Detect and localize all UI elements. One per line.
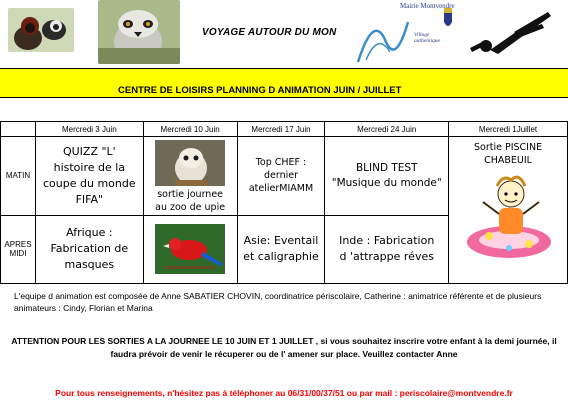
activity-quizz: QUIZZ "L' histoire de la coupe du monde FIFA"	[35, 137, 143, 216]
planning-table	[0, 121, 568, 284]
activity-asie: Asie: Eventail et caligraphie	[237, 215, 325, 283]
monkey-photo	[8, 8, 74, 52]
mairie-logo	[356, 2, 454, 64]
day-header: Mercredi 3 Juin	[35, 122, 143, 137]
team-footnote: L'equipe d animation est composée de Anne SABATIER CHOVIN, coordinatrice périscolaire, Catherine : animatrice référente et de plusieurs animateurs : Cindy, Florian et Marina	[14, 291, 542, 314]
activity-zoo-afternoon	[143, 215, 237, 283]
attention-notice: ATTENTION POUR LES SORTIES A LA JOURNEE LE 10 JUIN ET 1 JUILLET , si vous souhaitez inscrire votre enfant à la demi journée, il faudra prévoir de venir le récuperer ou de l' amener sur place. Veuillez contacter Anne	[11, 336, 557, 360]
row-label-apres-midi: APRES MIDI	[1, 215, 36, 283]
banner-title: CENTRE DE LOISIRS PLANNING D ANIMATION JUIN / JUILLET	[118, 85, 402, 96]
parrot-photo	[155, 224, 225, 274]
activity-piscine: Sortie PISCINE CHABEUIL	[449, 137, 568, 284]
owl-photo	[155, 140, 225, 186]
logo-line-1: Mairie Montvendre	[400, 2, 455, 10]
activity-inde: Inde : Fabrication d 'attrappe réves	[325, 215, 449, 283]
day-header: Mercredi 1Juillet	[449, 122, 568, 137]
swim-ring-girl-illustration	[459, 172, 557, 264]
lemur-photo	[98, 0, 180, 64]
activity-blind-test: BLIND TEST "Musique du monde"	[325, 137, 449, 216]
activity-zoo-morning: sortie journee au zoo de upie	[143, 137, 237, 216]
page-title: VOYAGE AUTOUR DU MON	[202, 27, 337, 38]
row-label-matin: MATIN	[1, 137, 36, 216]
logo-line-2: Village authentique	[414, 32, 440, 44]
corner-cell	[1, 122, 36, 137]
activity-afrique: Afrique : Fabrication de masques	[35, 215, 143, 283]
activity-top-chef: Top CHEF : dernier atelierMIAMM	[237, 137, 325, 216]
contact-line: Pour tous renseignements, n'hésitez pas à téléphoner au 06/31/00/37/51 ou par mail : periscolaire@montvendre.fr	[55, 388, 513, 398]
day-header: Mercredi 24 Juin	[325, 122, 449, 137]
day-header: Mercredi 17 Juin	[237, 122, 325, 137]
day-header: Mercredi 10 Juin	[143, 122, 237, 137]
